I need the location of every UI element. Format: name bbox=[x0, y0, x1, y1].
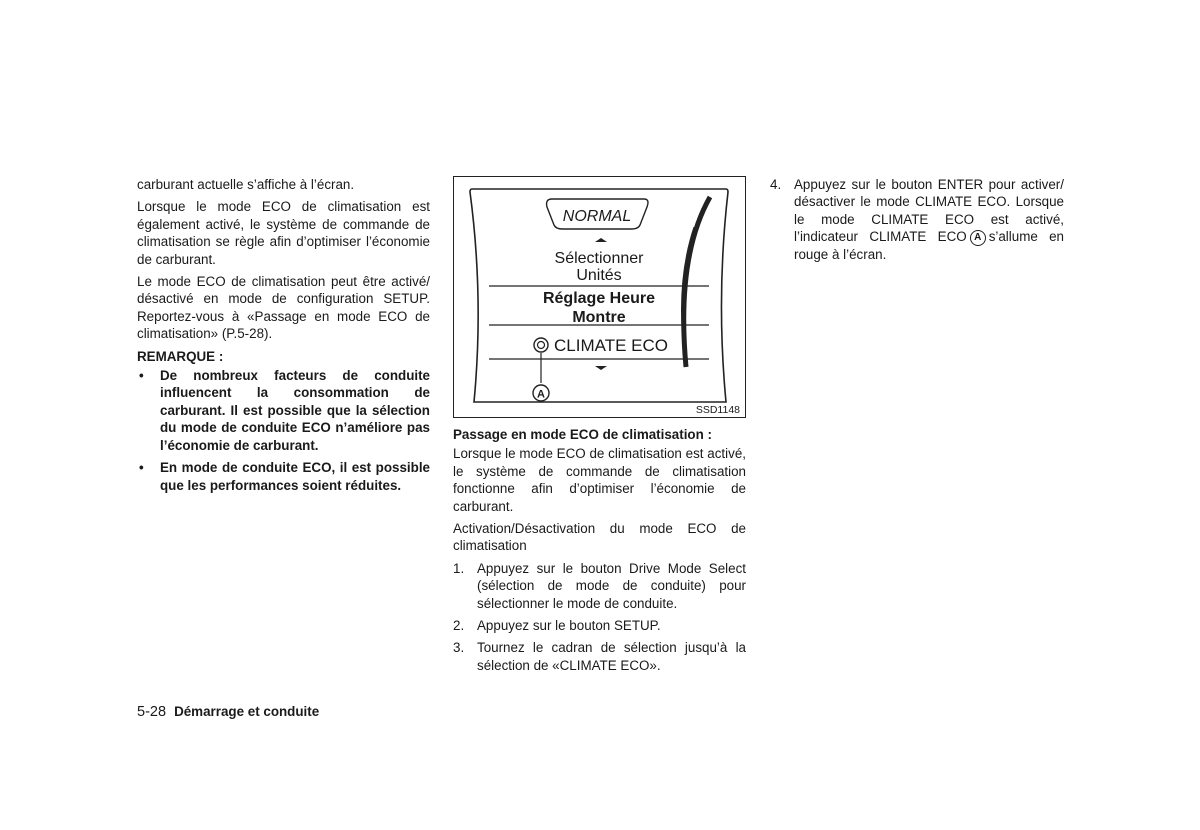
list-item bbox=[453, 639, 746, 674]
arrow-up-icon bbox=[595, 238, 607, 242]
paragraph: Activation/Désactivation du mode ECO de climatisation bbox=[453, 521, 746, 554]
display-screen-svg bbox=[454, 177, 745, 417]
step-number: 1. bbox=[453, 560, 465, 576]
step-text: Appuyez sur le bouton ENTER pour activer/ désactiver le mode CLIMATE ECO. Lorsque le mode CLIMATE ECO est activé, l’indicateur CLIMATE ECO bbox=[794, 177, 1064, 245]
middle-column bbox=[453, 176, 746, 679]
note-list bbox=[137, 367, 430, 494]
list-item bbox=[137, 367, 430, 454]
scroll-bar bbox=[684, 197, 710, 367]
display-illustration bbox=[453, 176, 746, 418]
step-number: 4. bbox=[770, 177, 782, 192]
menu-item-clock: Montre bbox=[572, 309, 626, 326]
list-item bbox=[137, 459, 430, 494]
arrow-down-icon bbox=[595, 366, 607, 370]
menu-item-select: Sélectionner bbox=[554, 250, 644, 267]
list-item-text: De nombreux facteurs de conduite influencent la consommation de carburant. Il est possible que la sélection du mode de conduite ECO n’améliore pas l’économie de carburant. bbox=[160, 368, 430, 453]
section-title: Démarrage et conduite bbox=[174, 704, 320, 719]
paragraph: Lorsque le mode ECO de climatisation est activé, le système de commande de climatisation fonctionne afin d’optimiser l’économie de carburant. bbox=[453, 446, 746, 514]
paragraph: Le mode ECO de climatisation peut être activé/ désactivé en mode de configuration SETUP. Reportez-vous à «Passage en mode ECO de climatisation» (P.5-28). bbox=[137, 274, 430, 342]
step-number: 2. bbox=[453, 618, 465, 634]
right-column bbox=[770, 176, 1064, 268]
step-text: Tournez le cadran de sélection jusqu’à la sélection de «CLIMATE ECO». bbox=[477, 640, 746, 673]
climate-eco-indicator-icon bbox=[534, 338, 548, 352]
mode-label: NORMAL bbox=[562, 208, 632, 225]
list-item bbox=[453, 617, 746, 634]
callout-a-icon: A bbox=[970, 230, 986, 246]
figure-code: SSD1148 bbox=[695, 404, 740, 416]
paragraph: carburant actuelle s’affiche à l’écran. bbox=[137, 177, 355, 192]
list-item-text: En mode de conduite ECO, il est possible que les performances soient réduites. bbox=[160, 460, 430, 493]
menu-item-time: Réglage Heure bbox=[542, 290, 656, 307]
step-text: Appuyez sur le bouton Drive Mode Select (sélection de mode de conduite) pour sélectionner le mode de conduite. bbox=[477, 560, 746, 611]
step-number: 3. bbox=[453, 640, 465, 656]
section-heading: Passage en mode ECO de climatisation : bbox=[453, 427, 712, 442]
page-footer bbox=[137, 704, 319, 720]
list-item bbox=[770, 176, 1064, 263]
callout-label: A bbox=[537, 388, 545, 401]
step-text: s’allume en rouge à l’écran. bbox=[794, 229, 1065, 262]
note-heading: REMARQUE : bbox=[137, 348, 224, 364]
menu-item-climate-eco: CLIMATE ECO bbox=[554, 336, 668, 355]
bullet-icon: • bbox=[139, 368, 144, 384]
steps-list bbox=[770, 176, 1064, 263]
list-item bbox=[453, 560, 746, 612]
menu-item-units: Unités bbox=[576, 267, 622, 284]
step-text: Appuyez sur le bouton SETUP. bbox=[477, 618, 661, 634]
page-number: 5-28 bbox=[137, 704, 167, 720]
steps-list bbox=[453, 560, 746, 674]
bullet-icon: • bbox=[139, 460, 144, 476]
left-column bbox=[137, 176, 430, 499]
paragraph: Lorsque le mode ECO de climatisation est également activé, le système de commande de climatisation se règle afin d’optimiser l’économie de carburant. bbox=[137, 199, 430, 267]
